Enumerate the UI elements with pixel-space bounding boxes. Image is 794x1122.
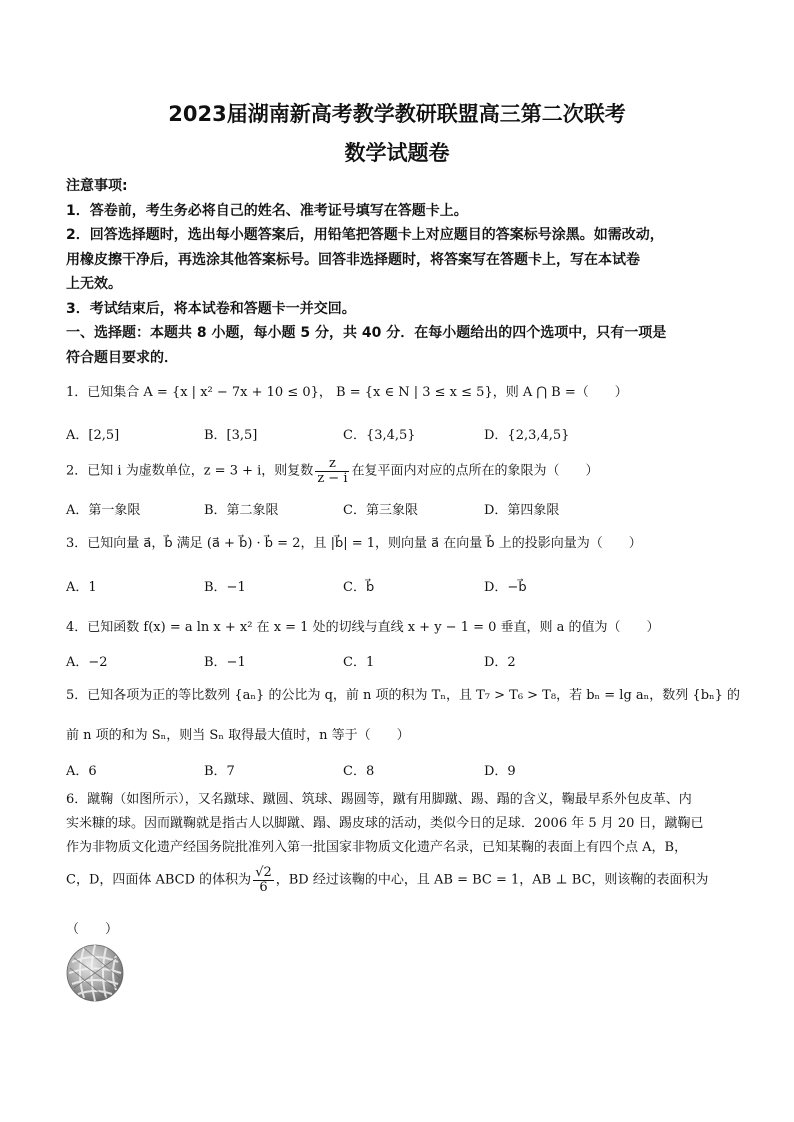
notice-item-3: 3．考试结束后，将本试卷和答题卡一并交回。 [66,301,356,317]
question-2-option-a: A．第一象限 [66,503,141,518]
question-5-option-d: D．9 [484,764,516,779]
question-2-stem-part-b: z = 3 + i [203,463,262,479]
question-3-option-a: A．1 [66,580,97,595]
cuju-ball-image [66,944,124,1002]
question-4-option-b: B．−1 [204,655,246,670]
question-2-stem-part-c: ，则复数 [261,463,314,479]
question-6-answer-blank: （ ） [66,922,119,937]
question-2-stem-part-d: 在复平面内对应的点所在的象限为（ ） [351,463,599,479]
question-6-fraction-numerator: √2 [255,865,272,880]
question-4-option-a: A．−2 [66,655,108,670]
question-2-stem-part-a: 2．已知 i 为虚数单位， [66,463,204,479]
question-1-stem: 1．已知集合 A = {x | x² − 7x + 10 ≤ 0}， B = {x ∈ N | 3 ≤ x ≤ 5}，则 A ⋂ B =（ ） [66,385,628,400]
question-6-line-4-part-b: ，BD 经过该鞠的中心，且 AB = BC = 1，AB ⊥ BC，则该鞠的表面积为 [275,872,709,888]
question-2-fraction [315,457,349,485]
question-2-fraction-numerator: z [315,457,349,472]
section-1-heading: 一、选择题：本题共 8 小题，每小题 5 分，共 40 分．在每小题给出的四个选项中，只有一项是 [66,325,667,341]
question-6-line-3: 作为非物质文化遗产经国务院批准列入第一批国家非物质文化遗产名录，已知某鞠的表面上有四个点 A，B， [66,840,688,855]
question-3-stem: 3．已知向量 a⃗，b⃗ 满足 (a⃗ + b⃗) · b⃗ = 2，且 |b⃗| = 1，则向量 a⃗ 在向量 b⃗ 上的投影向量为（ ） [66,536,642,551]
question-5-option-b: B．7 [204,764,235,779]
question-1-option-a: A．[2,5] [66,428,120,443]
section-1-heading-cont: 符合题目要求的． [66,350,178,366]
question-6-fraction-denominator: 6 [259,879,268,895]
question-2-option-d: D．第四象限 [484,503,560,518]
question-5-option-a: A．6 [66,764,97,779]
exam-subtitle: 数学试题卷 [344,141,450,165]
question-6-line-4-part-a: C，D，四面体 ABCD 的体积为 [66,872,252,888]
question-2-option-b: B．第二象限 [204,503,279,518]
question-4-option-c: C．1 [343,655,375,670]
question-6-volume-fraction [253,866,274,894]
notice-item-2-line-2: 用橡皮擦干净后，再选涂其他答案标号。回答非选择题时，将答案写在答题卡上，写在本试卷 [66,252,640,268]
question-1-option-d: D．{2,3,4,5} [484,428,570,443]
question-5-stem-line-1: 5．已知各项为正的等比数列 {aₙ} 的公比为 q，前 n 项的积为 Tₙ，且 T₇ > T₆ > T₈，若 bₙ = lg aₙ，数列 {bₙ} 的 [66,688,741,703]
question-6-line-1: 6．蹴鞠（如图所示），又名蹴球、蹴圆、筑球、踢圆等，蹴有用脚蹴、踢、蹋的含义，鞠最早系外包皮革、内 [66,792,692,807]
question-5-stem-line-2: 前 n 项的和为 Sₙ，则当 Sₙ 取得最大值时，n 等于（ ） [66,728,410,743]
question-2-fraction-denominator: z − i [317,470,348,486]
question-3-option-b: B．−1 [204,580,246,595]
exam-title: 2023届湖南新高考教学教研联盟高三第二次联考 [168,102,626,126]
question-4-stem: 4．已知函数 f(x) = a ln x + x² 在 x = 1 处的切线与直线 x + y − 1 = 0 垂直，则 a 的值为（ ） [66,620,660,635]
question-6-line-2: 实米糠的球。因而蹴鞠就是指古人以脚蹴、蹋、踢皮球的活动，类似今日的足球．2006 年 5 月 20 日，蹴鞠已 [66,816,704,831]
question-3-option-c: C．b⃗ [343,580,375,595]
question-6-line-4 [66,866,708,894]
question-2-option-c: C．第三象限 [343,503,418,518]
notice-item-2-line-3: 上无效。 [66,276,122,292]
notice-heading: 注意事项: [66,178,128,194]
question-1-option-b: B．[3,5] [204,428,258,443]
question-2-stem [66,457,599,485]
question-5-option-c: C．8 [343,764,375,779]
notice-item-1: 1．答卷前，考生务必将自己的姓名、准考证号填写在答题卡上。 [66,203,468,219]
question-4-option-d: D．2 [484,655,516,670]
question-3-option-d: D．−b⃗ [484,580,527,595]
question-1-option-c: C．{3,4,5} [343,428,416,443]
notice-item-2-line-1: 2．回答选择题时，选出每小题答案后，用铅笔把答题卡上对应题目的答案标号涂黑。如需改动， [66,227,664,243]
